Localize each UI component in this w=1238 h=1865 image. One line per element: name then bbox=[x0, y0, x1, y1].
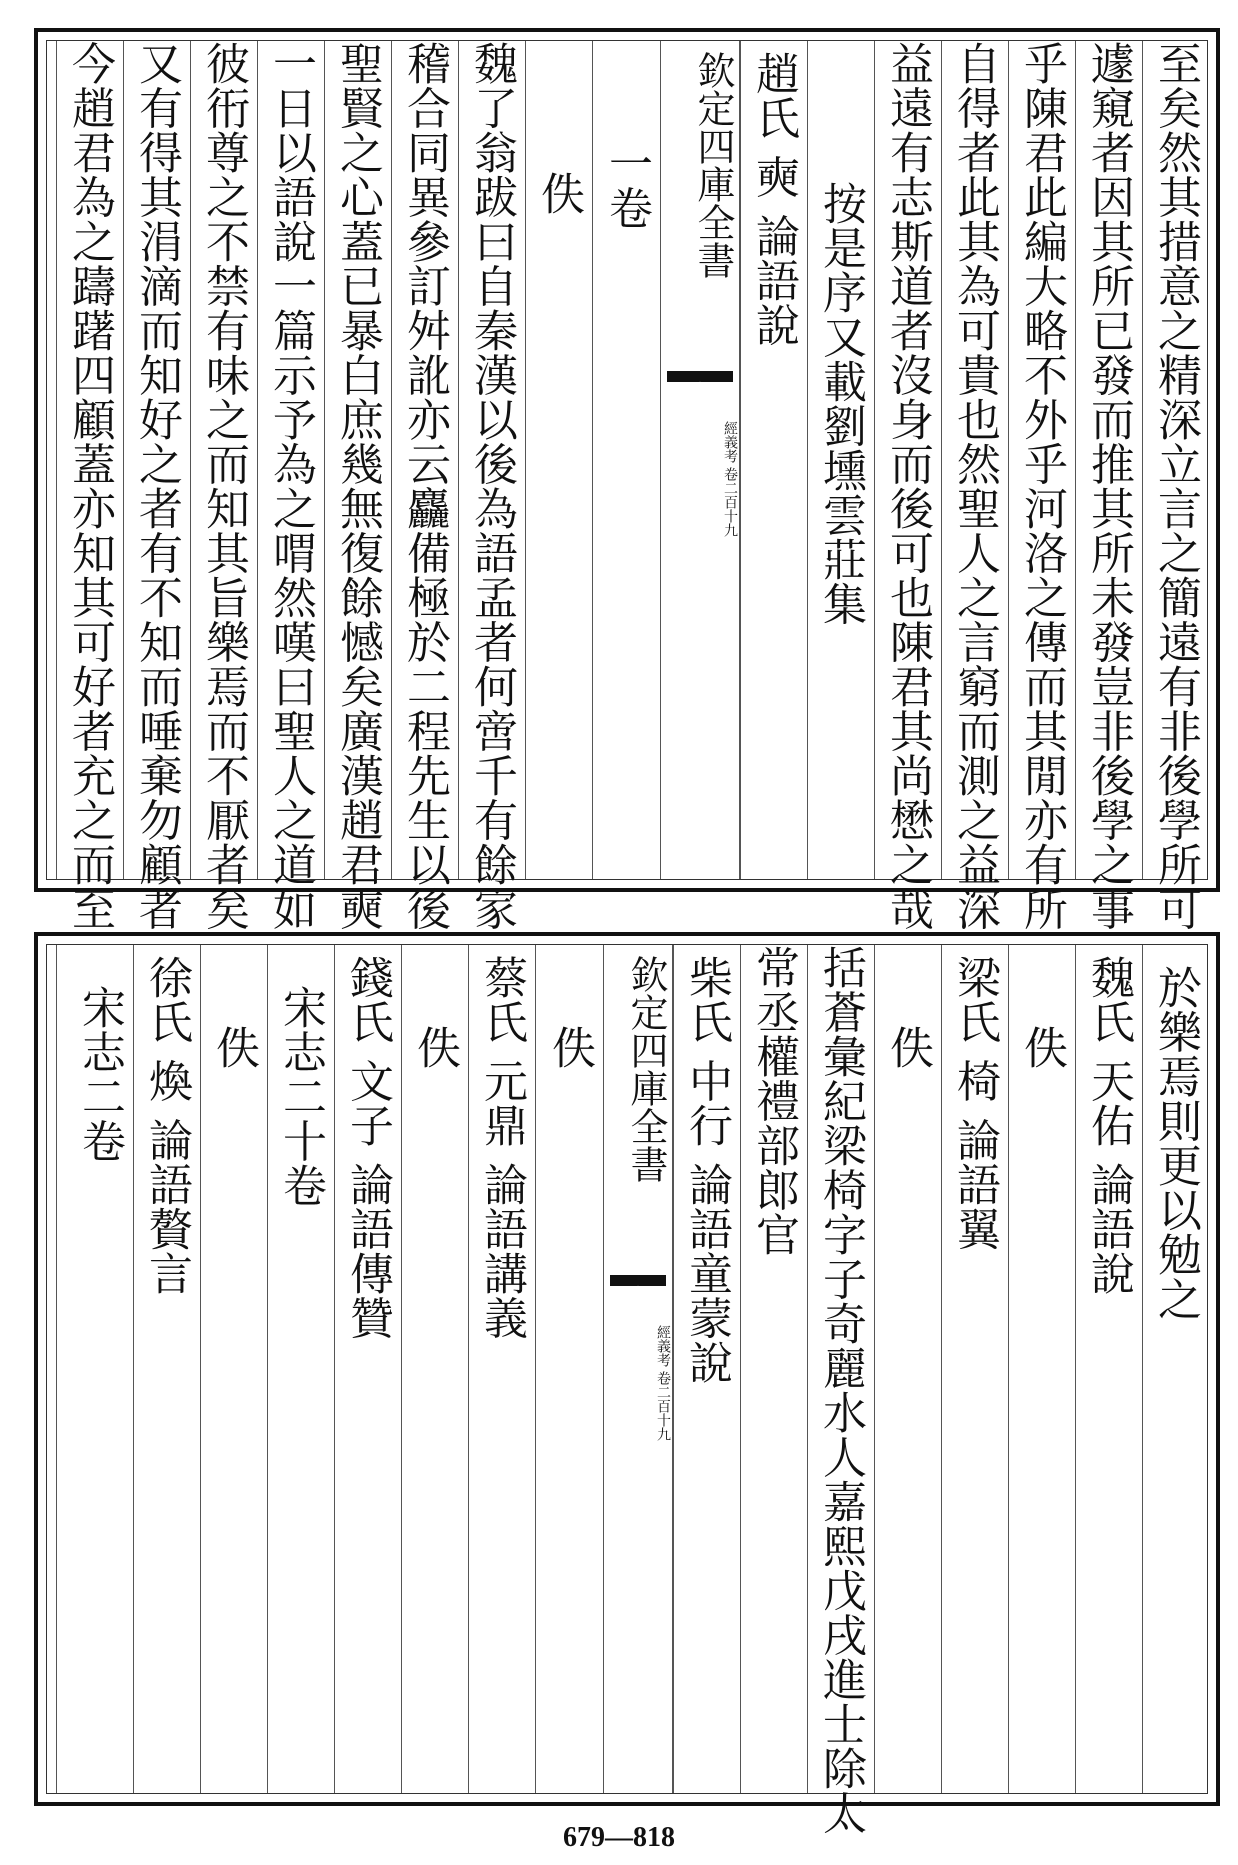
text-column: 括蒼彙紀梁椅字子奇麗水人嘉熙戊戌進士除太 bbox=[807, 945, 874, 1793]
center-fold bbox=[603, 945, 673, 1793]
upper-page-inner-frame bbox=[46, 40, 1208, 931]
entry-title-column: 柴氏 中行 論語童蒙說 bbox=[673, 945, 740, 1793]
text-column: 宋志二卷 bbox=[56, 945, 133, 1793]
fishtail-mark bbox=[667, 371, 733, 395]
text-column: 至矣然其措意之精深立言之簡遠有非後學所可 bbox=[1142, 41, 1209, 879]
text-column: 一卷 bbox=[592, 41, 660, 879]
text-column: 佚 bbox=[525, 41, 592, 879]
text-column: 於樂焉則更以勉之 bbox=[1142, 945, 1209, 1793]
text-column: 稽合同異參訂舛訛亦云麤備極於二程先生以後 bbox=[391, 41, 458, 879]
text-column: 聖賢之心蓋已暴白庶幾無復餘憾矣廣漢趙君奭 bbox=[324, 41, 391, 879]
entry-title-column: 梁氏 椅 論語翼 bbox=[941, 945, 1008, 1793]
juan-label: 經義考 卷二百十九 bbox=[655, 1325, 671, 1441]
entry-title-column: 蔡氏 元鼎 論語講義 bbox=[468, 945, 535, 1793]
entry-title-column: 錢氏 文子 論語傳贊 bbox=[334, 945, 401, 1793]
entry-title-column: 徐氏 煥 論語贅言 bbox=[133, 945, 200, 1793]
text-column: 今趙君為之躊躇四顧蓋亦知其可好者充之而至 bbox=[56, 41, 123, 879]
text-column: 自得者此其為可貴也然聖人之言窮而測之益深 bbox=[941, 41, 1008, 879]
text-column: 佚 bbox=[535, 945, 603, 1793]
text-column: 遽窺者因其所已發而推其所未發豈非後學之事 bbox=[1075, 41, 1142, 879]
entry-title-column: 趙氏 奭 論語說 bbox=[740, 41, 807, 879]
text-column: 按是序又載劉壎雲莊集 bbox=[807, 41, 874, 879]
center-fold bbox=[660, 41, 740, 879]
text-column: 乎陳君此編大略不外乎河洛之傳而其閒亦有所 bbox=[1008, 41, 1075, 879]
entry-title-column: 魏氏 天佑 論語說 bbox=[1075, 945, 1142, 1793]
text-column: 又有得其涓滴而知好之者有不知而唾棄勿顧者 bbox=[123, 41, 190, 879]
text-column: 佚 bbox=[200, 945, 267, 1793]
text-column: 常丞權禮部郎官 bbox=[740, 945, 807, 1793]
text-column: 一日以語說一篇示予為之喟然嘆曰聖人之道如 bbox=[257, 41, 324, 879]
juan-label: 經義考 卷二百十九 bbox=[722, 421, 738, 537]
text-column: 益遠有志斯道者沒身而後可也陳君其尚懋之哉 bbox=[874, 41, 941, 879]
book-title: 欽定四庫全書 bbox=[691, 51, 735, 279]
text-column: 佚 bbox=[401, 945, 468, 1793]
text-column: 宋志二十卷 bbox=[267, 945, 334, 1793]
page-number: 679—818 bbox=[563, 1822, 675, 1853]
text-column: 佚 bbox=[874, 945, 941, 1793]
fishtail-mark bbox=[610, 1275, 666, 1299]
lower-page bbox=[34, 932, 1220, 1835]
book-title: 欽定四庫全書 bbox=[624, 955, 668, 1183]
text-column: 彼衎尊之不禁有味之而知其旨樂焉而不厭者矣 bbox=[190, 41, 257, 879]
lower-page-inner-frame bbox=[46, 944, 1208, 1835]
upper-page bbox=[34, 28, 1220, 931]
text-column: 魏了翁跋曰自秦漢以後為語孟者何啻千有餘家 bbox=[458, 41, 525, 879]
text-column: 佚 bbox=[1008, 945, 1075, 1793]
